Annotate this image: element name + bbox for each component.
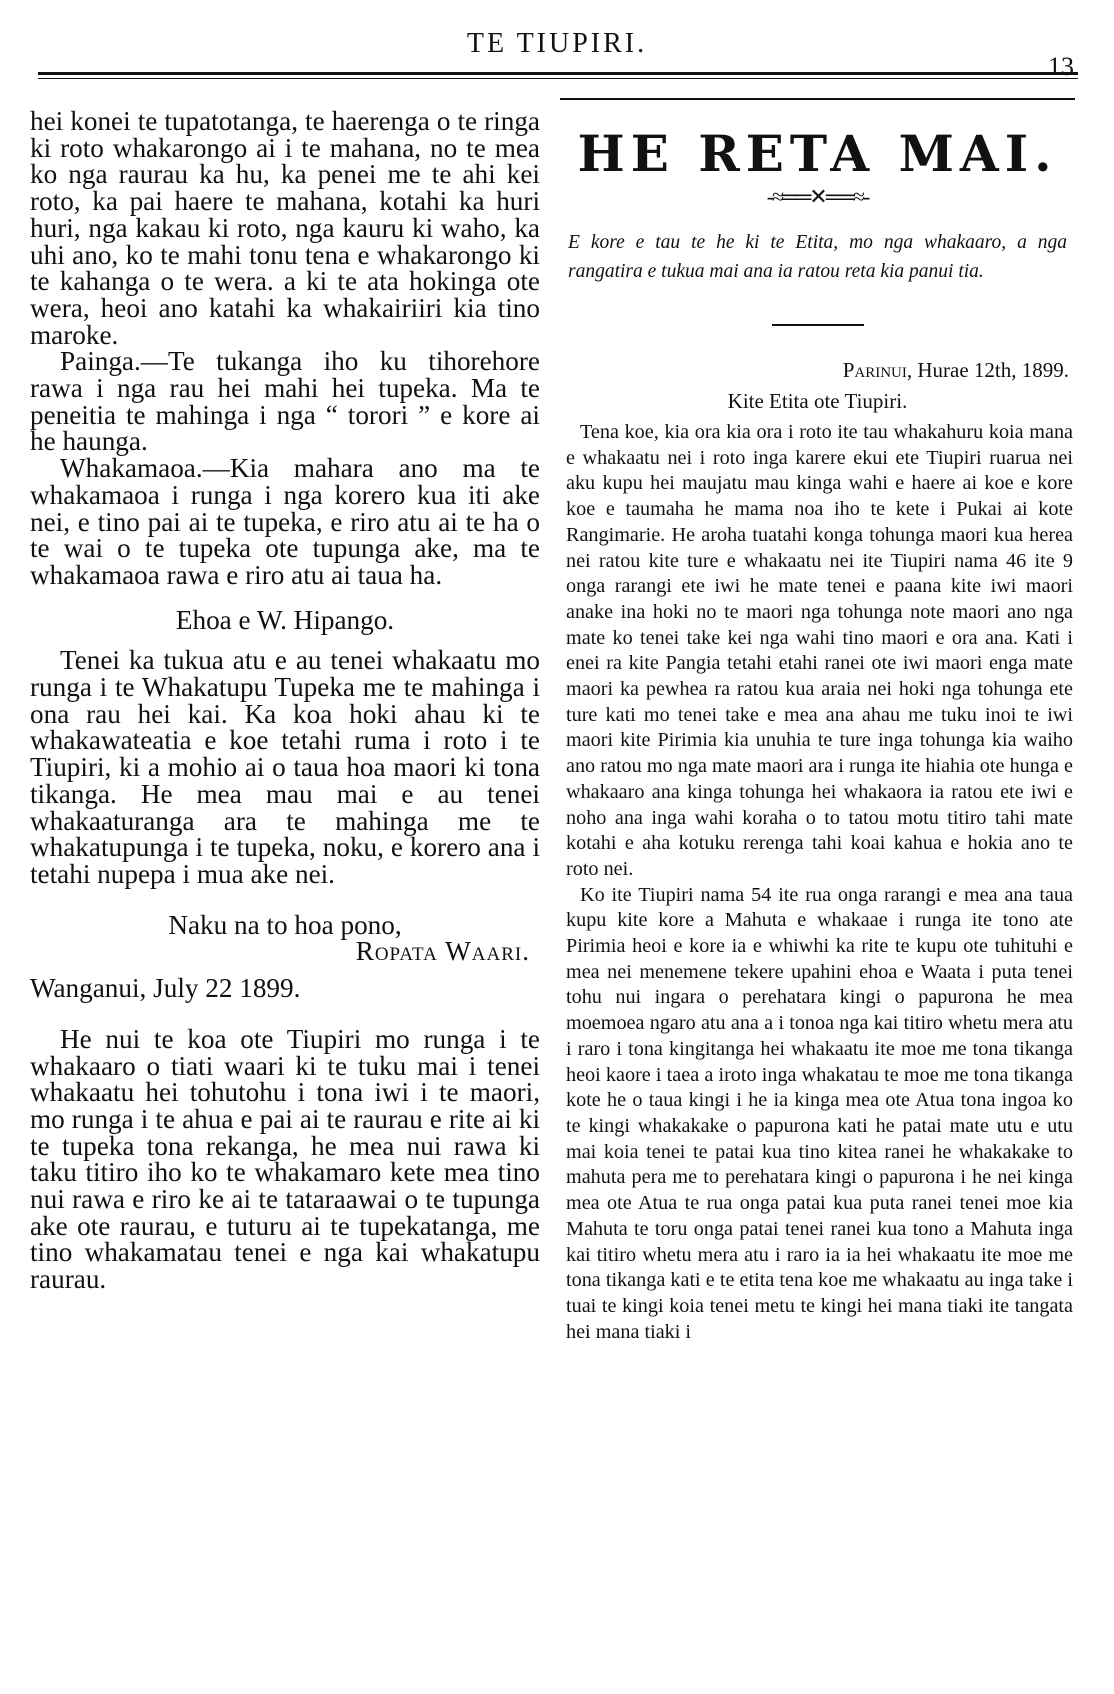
running-head: TE TIUPIRI. — [466, 28, 648, 59]
page-number: 13 — [1048, 52, 1074, 81]
paragraph: hei konei te tupatotanga, te haerenga o te ringa ki roto whakarongo ai i te mahana, no te mea ko nga raurau ka hu, ka penei me te ahi kei roto, ka pai haere te mahana, kotahi ka huri huri, nga kakau ki roto, nga kauru ki waho, ka uhi ano, ko te mahi tonu tena e whakarongo ki te kahanga o te wera. a ki te ata hokinga ote wera, heoi ano katahi ka whakairiiri kia tino maroke. — [30, 106, 540, 350]
ornament-divider: -≈══✕══≈- — [766, 184, 869, 209]
letter-salutation: Ehoa e W. Hipango. — [175, 604, 395, 635]
letter-date: , Hurae 12th, 1899. — [906, 358, 1069, 382]
letter-closing: Naku na to hoa pono, — [168, 909, 402, 940]
signature: Ropata Waari. — [355, 936, 530, 967]
paragraph: Tena koe, kia ora kia ora i roto ite tau whakahuru koia mana e whakaatu nei i roto inga karere ekui ete Tiupiri ruarua nei aku kupu hei maujatu mau kinga wahi e haere ai koe e kore koe e taumaha he mama noa iho te kete i Pukai ai kote Rangimarie. He aroha tuatahi konga tohunga maori kua herea nei ratou kite ture e whakaatu nei ite Tiupiri nama 46 ite 9 onga rarangi ete iwi he mate tenei e paana kite iwi maori anake ina hoki no te maori nga tohunga note maori ano nga mate ko tenei take kei nga wahi tino maori e ora ana. Kati i enei ra kite Pangia tetahi etahi ranei ote iwi maori enga mate maori ka pewhea ra ratou kua araia nei hoki nga tohunga ete ture kati mo tenei take e mea ana ahau me tuku inoi te iwi maori kite Pirimia kia unuhia te ture inga tohunga kia waiho ano ratou mo nga mate maori ara i runga ite hiahia ote hunga e whakaaro ana kinga tohunga hei whakaora ia ratou ete iwi e noho ana inga wahi koraha o to tatou motu titiro tahi mate kotahi e aha kotuku rerenga tahi koai kahua e hokia ano te roto nei. — [566, 421, 1073, 880]
letter-addressee: Kite Etita ote Tiupiri. — [727, 389, 908, 413]
section-heading: HE RETA MAI. — [577, 124, 1058, 183]
paragraph: Ko ite Tiupiri nama 54 ite rua onga rarangi e mea ana taua kupu kite kore a Mahuta e whakaae i runga ite tono ate Pirimia heoi e kore ia e whiwhi ka rite te kupu ote tuhituhi e mea nei menemene tekere upahini ehoa e Waata i puta tenei tohu nui ingara o perehatara kingi o papurona he mea moemoea ngaro atu ana a i tonoa nga kai titiro whetu mera atu i raro i tona kingitanga hei whakaatu ite moe me tona tikanga heoi kaore i taea a iroto inga whakatau te moe me tona tikanga kote he o taua kingi i he ia kinga mea ote Atua tona ingoa ko te kingi whakakake o papurona kati he patai mate utu e utu mai koia tenei te patai kua tino kitea ranei he whakakake to mahuta pera me to perehatara kingi o papurona i he nei kinga mea ote Atua te rua onga patai kua puta ranei tenei moe kia Mahuta te toru onga patai tenei ranei kua tono a Mahuta inga kai titiro whetu mera atu i raro ia ia hei whakaatu ite moe me tona tikanga kati e te etita tena koe me whakaatu au inga take i tuai te kingi koia tenei metu te kingi hei mana tiaki ite tangata hei mana tiaki i — [566, 883, 1073, 1343]
header-rule-thin — [38, 78, 1078, 79]
place-date: Wanganui, July 22 1899. — [30, 973, 301, 1004]
letter-place: Parinui — [842, 358, 907, 382]
right-column-rule — [560, 98, 1075, 100]
header-rule — [38, 72, 1078, 75]
paragraph: Painga.—Te tukanga iho ku tihorehore rawa i nga rau hei mahi hei tupeka. Ma te peneitia te mahinga i nga “ torori ” e kore ai he haunga. — [30, 346, 540, 457]
right-column — [560, 108, 1075, 1345]
left-column — [30, 108, 540, 1293]
letter-dateline — [560, 358, 1069, 383]
short-divider — [772, 324, 864, 326]
paragraph: Whakamaoa.—Kia mahara ano ma te whakamaoa i runga i nga korero kua iti ake nei, e tino pai ai te tupeka, e riro atu ai te ha o te wai o te tupeka ote tupunga ake, ma te whakamaoa rawa e riro atu ai taua ha. — [30, 453, 540, 590]
letter-body — [566, 420, 1073, 1345]
paragraph: He nui te koa ote Tiupiri mo runga i te whakaaro o tiati waari ki te tuku mai i tenei whakaatu hei tohutohu i tona iwi i te maori, mo runga i te ahua e pai ai te raurau e rite ai ki te tupeka tona rekanga, he mea nui rawa ki taku titiro iho ko te whakamaro kete mea tino nui rawa e riro ke ai te tataraawai o te tupunga ake ote raurau, e tuturu ai te tupekatanga, me tino whakamatau tenei e nga kai whakatupu raurau. — [30, 1023, 540, 1295]
paragraph: Tenei ka tukua atu e au tenei whakaatu mo runga i te Whakatupu Tupeka me te mahinga i ona rau hei kai. Ka koa hoki ahau ki te whakawateatia e koe tetahi ruma i roto i te Tiupiri, ki a mohio ai o taua hoa maori ki tona tikanga. He mea mau mai e au tenei whakaaturanga ara te mahinga me te whakatupunga i te tupeka, noku, e korero ana i tetahi nupepa i mua ake nei. — [30, 645, 540, 889]
editorial-note: E kore e tau te he ki te Etita, mo nga whakaaro, a nga rangatira e tukua mai ana ia ratou reta kia panui tia. — [568, 232, 1067, 282]
